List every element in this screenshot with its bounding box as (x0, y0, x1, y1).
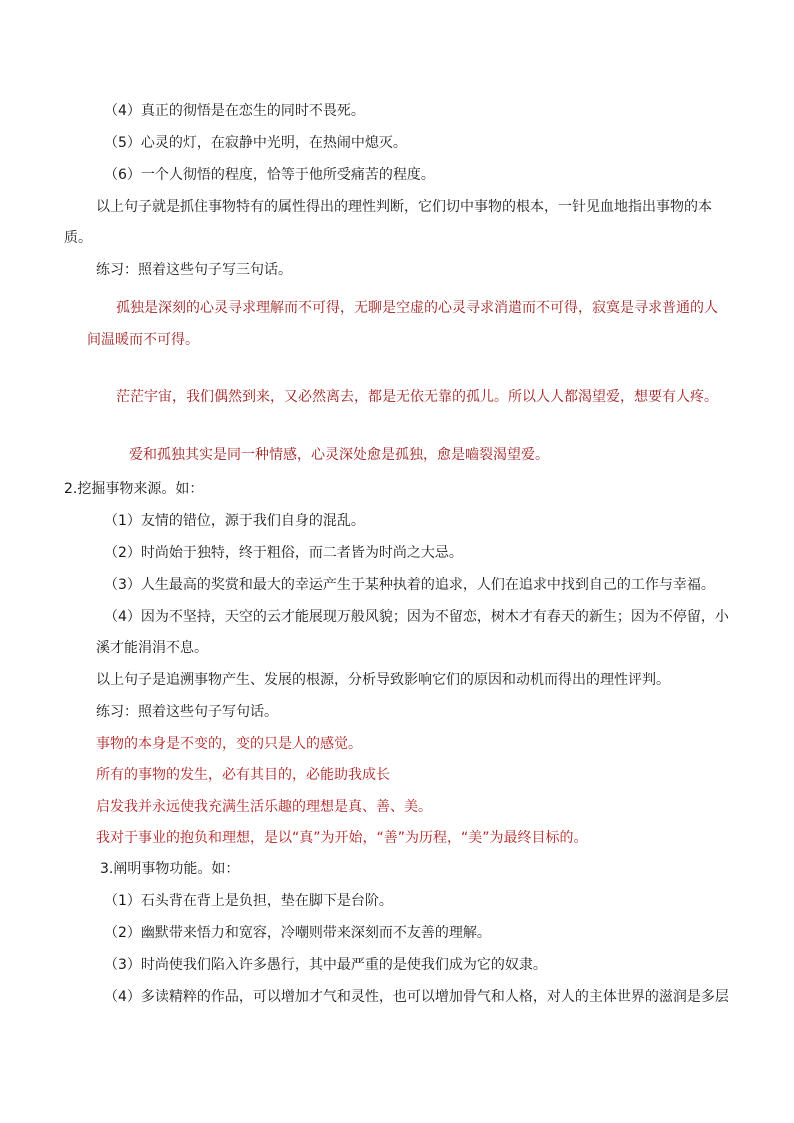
list-item: （3）时尚使我们陷入许多愚行，其中最严重的是使我们成为它的奴隶。 (104, 957, 547, 973)
practice-label: 练习：照着这些句子写三句话。 (96, 262, 292, 278)
practice-answer-continuation: 间温暖而不可得。 (87, 332, 199, 348)
practice-answer: 所有的事物的发生，必有其目的，必能助我成长 (96, 767, 390, 783)
practice-answer: 事物的本身是不变的，变的只是人的感觉。 (96, 736, 362, 752)
section-heading: 3.阐明事物功能。如： (100, 861, 240, 877)
list-item: （4）真正的彻悟是在恋生的同时不畏死。 (104, 103, 365, 119)
summary-paragraph: 以上句子是追溯事物产生、发展的根源，分析导致影响它们的原因和动机而得出的理性评判。 (96, 672, 670, 688)
list-item-continuation: 溪才能涓涓不息。 (96, 640, 208, 656)
practice-answer: 爱和孤独其实是同一种情感，心灵深处愈是孤独，愈是嚙裂渴望爱。 (129, 447, 549, 463)
list-item: （1）石头背在背上是负担，垫在脚下是台阶。 (104, 893, 393, 909)
list-item: （3）人生最高的奖赏和最大的幸运产生于某种执着的追求，人们在追求中找到自己的工作与幸福。 (104, 577, 715, 593)
list-item: （1）友情的错位，源于我们自身的混乱。 (104, 513, 365, 529)
list-item: （4）多读精粹的作品，可以增加才气和灵性，也可以增加骨气和人格，对人的主体世界的滋润是多层 (104, 989, 729, 1005)
list-item: （6）一个人彻悟的程度，恰等于他所受痛苦的程度。 (104, 167, 435, 183)
summary-paragraph: 以上句子就是抓住事物特有的属性得出的理性判断，它们切中事物的根本，一针见血地指出事物的本 (96, 199, 712, 215)
practice-answer: 茫茫宇宙，我们偶然到来，又必然离去，都是无依无靠的孤儿。所以人人都渴望爱，想要有人疼。 (116, 389, 718, 405)
summary-paragraph-continuation: 质。 (64, 230, 92, 246)
section-heading: 2.挖掘事物来源。如： (64, 481, 204, 497)
list-item: （2）幽默带来悟力和宽容，冷嘲则带来深刻而不友善的理解。 (104, 925, 491, 941)
list-item: （5）心灵的灯，在寂静中光明，在热闹中熄灭。 (104, 135, 407, 151)
practice-answer: 孤独是深刻的心灵寻求理解而不可得，无聊是空虚的心灵寻求消遣而不可得，寂寞是寻求普通的人 (116, 300, 718, 316)
practice-answer: 启发我并永远使我充满生活乐趣的理想是真、善、美。 (96, 799, 432, 815)
list-item: （2）时尚始于独特，终于粗俗，而二者皆为时尚之大忌。 (104, 545, 463, 561)
practice-label: 练习：照着这些句子写句话。 (96, 704, 278, 720)
list-item: （4）因为不坚持，天空的云才能展现万般风貌；因为不留恋，树木才有春天的新生；因为不停留，小 (104, 609, 729, 625)
practice-answer: 我对于事业的抱负和理想，是以“真”为开始，“善”为历程，“美”为最终目标的。 (96, 830, 588, 846)
